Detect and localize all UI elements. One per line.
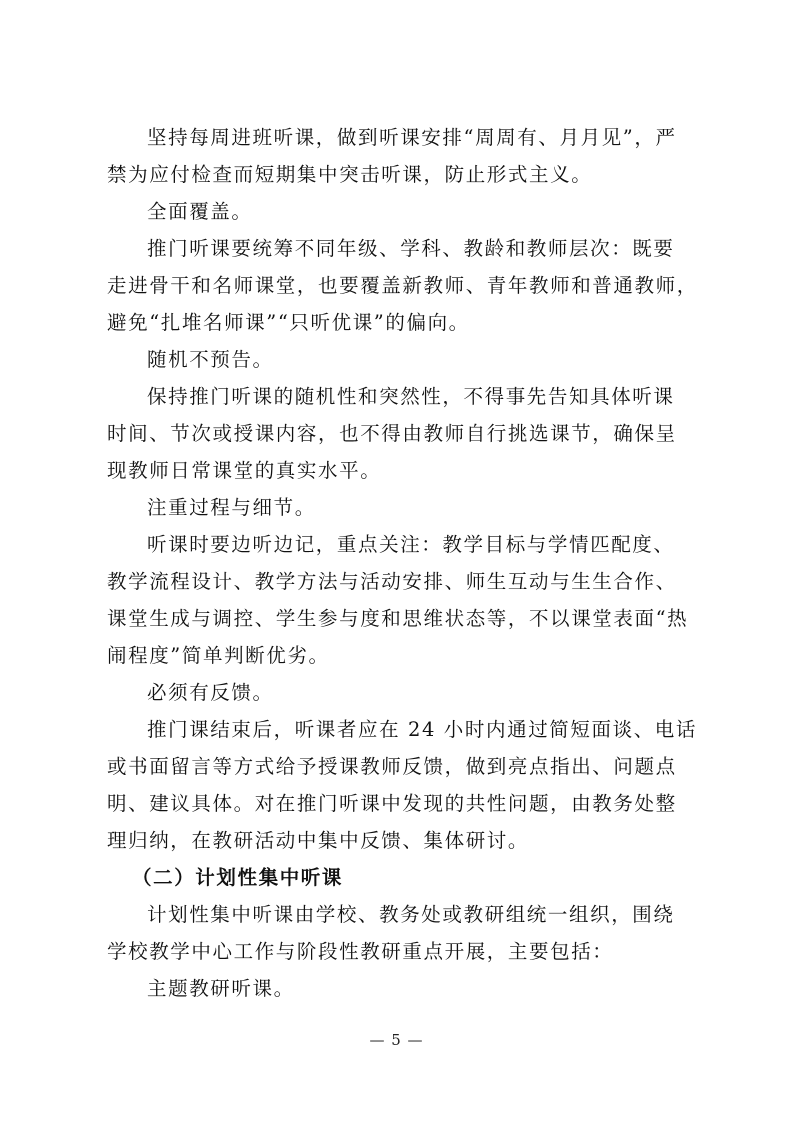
paragraph-line: 闹程度”简单判断优劣。: [107, 644, 330, 667]
section-heading: 主题教研听课。: [147, 977, 295, 1000]
paragraph-line: 坚持每周进班听课，做到听课安排“周周有、月月见”，严: [147, 126, 677, 149]
paragraph-line: 推门听课要统筹不同年级、学科、教龄和教师层次：既要: [147, 237, 675, 260]
paragraph-line: 课堂生成与调控、学生参与度和思维状态等，不以课堂表面“热: [107, 607, 689, 630]
section-heading: 随机不预告。: [147, 348, 274, 371]
paragraph-line: 教学流程设计、教学方法与活动安排、师生互动与生生合作、: [107, 570, 677, 593]
paragraph-line: 禁为应付检查而短期集中突击听课，防止形式主义。: [107, 163, 593, 186]
section-heading: 全面覆盖。: [147, 200, 253, 223]
paragraph-line: 理归纳，在教研活动中集中反馈、集体研讨。: [107, 829, 530, 852]
paragraph-line: 学校教学中心工作与阶段性教研重点开展，主要包括：: [107, 940, 614, 963]
paragraph-line: 明、建议具体。对在推门听课中发现的共性问题，由教务处整: [107, 792, 677, 815]
section-heading: 必须有反馈。: [147, 681, 274, 704]
paragraph-line: 或书面留言等方式给予授课教师反馈，做到亮点指出、问题点: [107, 755, 677, 778]
paragraph-line: 时间、节次或授课内容，也不得由教师自行挑选课节，确保呈: [107, 422, 677, 445]
paragraph-line: 避免“扎堆名师课”“只听优课”的偏向。: [107, 311, 470, 334]
paragraph-line: 计划性集中听课由学校、教务处或教研组统一组织，围绕: [147, 903, 675, 926]
paragraph-line: 推门课结束后，听课者应在 24 小时内通过简短面谈、电话: [147, 718, 698, 741]
paragraph-line: 走进骨干和名师课堂，也要覆盖新教师、青年教师和普通教师，: [107, 274, 698, 297]
paragraph-line: 保持推门听课的随机性和突然性，不得事先告知具体听课: [147, 385, 675, 408]
subsection-heading: （二）计划性集中听课: [132, 866, 344, 889]
section-heading: 注重过程与细节。: [147, 496, 316, 519]
paragraph-line: 听课时要边听边记，重点关注：教学目标与学情匹配度、: [147, 533, 675, 556]
page-number: — 5 —: [369, 1031, 424, 1049]
paragraph-line: 现教师日常课堂的真实水平。: [107, 459, 382, 482]
